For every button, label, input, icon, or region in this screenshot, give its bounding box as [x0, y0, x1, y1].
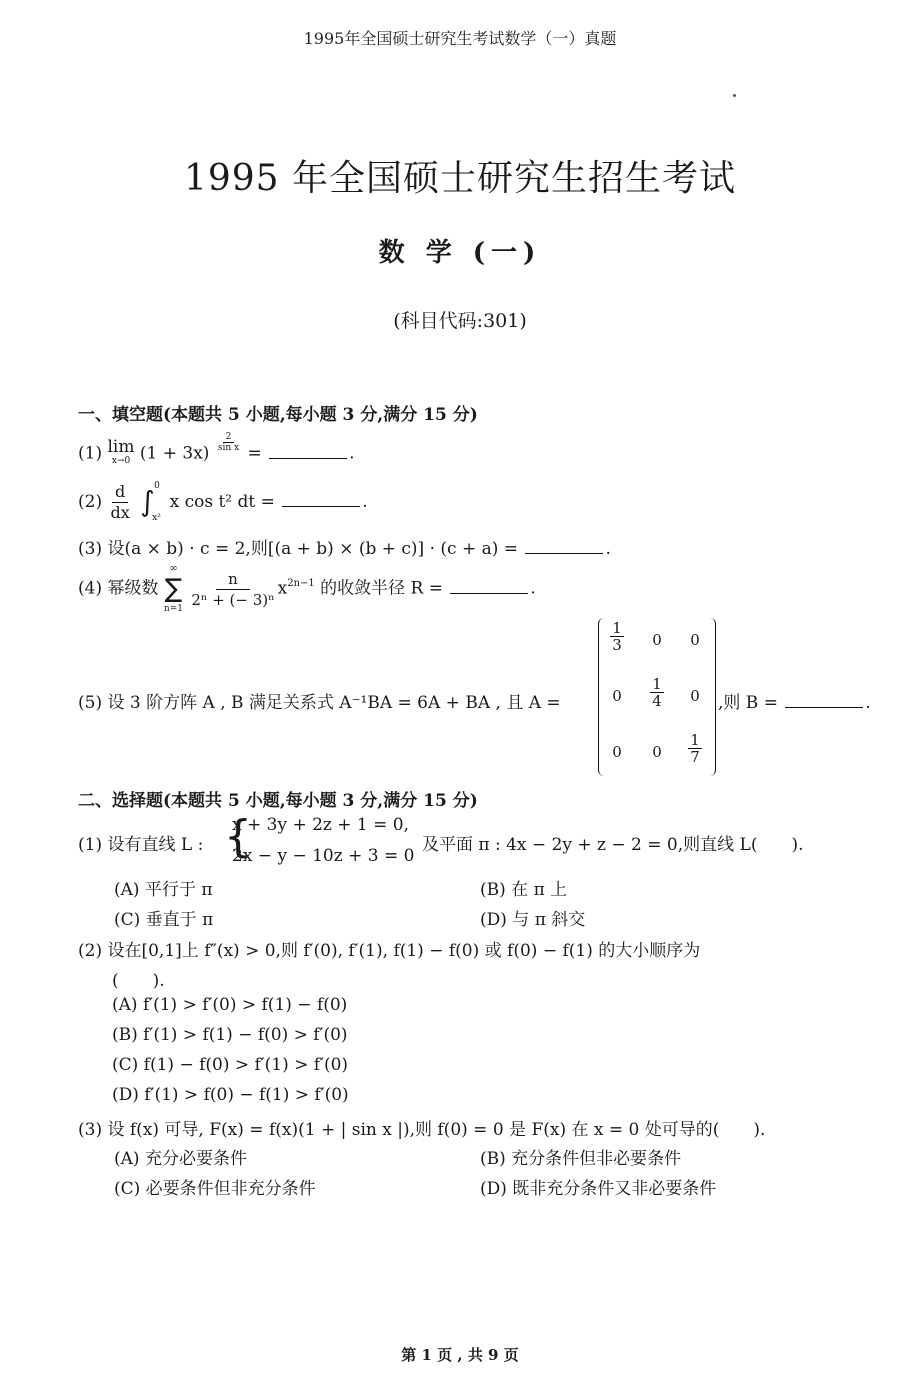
choice-question-1-prefix: (1) 设有直线 L : [78, 835, 204, 855]
matrix-cell-33: 1 7 [690, 731, 700, 766]
answer-blank[interactable] [525, 552, 603, 554]
matrix-cell-32: 0 [652, 743, 662, 761]
choice-question-1-suffix: 及平面 π : 4x − 2y + z − 2 = 0,则直线 L( ). [422, 835, 804, 855]
exponent-denominator: sin x [217, 442, 240, 453]
limit-label: lim [107, 437, 135, 457]
matrix-cell-13: 0 [690, 631, 700, 649]
q2-period: . [362, 492, 368, 512]
answer-blank[interactable] [282, 505, 360, 507]
q4-fraction [191, 569, 274, 610]
option-D[interactable]: (D) f′(1) > f(0) − f(1) > f′(0) [112, 1085, 349, 1105]
q5-suffix: ,则 B = [718, 693, 778, 713]
q4-prefix: 幂级数 [107, 578, 159, 599]
limit-subscript: x→0 [111, 456, 131, 466]
fill-question-5-suffix [718, 688, 871, 713]
fill-question-5-text: (5) 设 3 阶方阵 A , B 满足关系式 A⁻¹BA = 6A + BA , 且 A = [78, 693, 561, 713]
q1-body: (1 + 3x) [139, 443, 210, 464]
page-footer: 第 1 页 , 共 9 页 [401, 1346, 519, 1364]
q5-period: . [865, 693, 871, 713]
integral-sign: ∫ 0 x² [140, 480, 161, 523]
q1-equals: = [247, 443, 262, 464]
option-C[interactable]: (C) 垂直于 π [114, 910, 214, 930]
line-equation-1: x + 3y + 2z + 1 = 0, [232, 815, 410, 835]
section1-heading: 一、填空题(本题共 5 小题,每小题 3 分,满分 15 分) [78, 405, 478, 425]
derivative-numerator: d [112, 482, 128, 503]
section2-heading: 二、选择题(本题共 5 小题,每小题 3 分,满分 15 分) [78, 791, 478, 811]
fill-question-3 [78, 534, 611, 559]
q2-body: x cos t² dt = [169, 492, 275, 512]
matrix-cell-22: 1 4 [652, 675, 662, 710]
choice-question-3: (3) 设 f(x) 可导, F(x) = f(x)(1 + | sin x |),则 f(0) = 0 是 F(x) 在 x = 0 处可导的( ). [78, 1120, 766, 1140]
fill-question-1 [78, 431, 355, 468]
q4-power-exponent: 2n−1 [287, 577, 315, 589]
choice-question-2-line2: ( ). [112, 971, 165, 991]
exponent-numerator: 2 [223, 432, 235, 443]
sum-upper: ∞ [169, 563, 178, 574]
q1-exponent [218, 432, 239, 453]
option-B[interactable]: (B) f′(1) > f(1) − f(0) > f′(0) [112, 1025, 348, 1045]
matrix-cell-21: 0 [612, 687, 622, 705]
answer-blank[interactable] [450, 592, 528, 594]
fraction-numerator: n [216, 569, 250, 590]
line-equation-2: 2x − y − 10z + 3 = 0 [232, 846, 415, 866]
left-brace-icon: { [224, 811, 252, 862]
subject-code: (科目代码:301) [393, 310, 527, 332]
option-B[interactable]: (B) 在 π 上 [480, 880, 568, 900]
summation-sign: ∞ ∑ n=1 [163, 563, 183, 614]
option-A[interactable]: (A) 充分必要条件 [114, 1149, 247, 1169]
q1-number: (1) [78, 443, 103, 464]
exam-title: 1995 年全国硕士研究生招生考试 [183, 158, 737, 199]
q1-period: . [349, 443, 355, 464]
answer-blank[interactable] [269, 457, 347, 459]
option-A[interactable]: (A) f′(1) > f′(0) > f(1) − f(0) [112, 995, 348, 1015]
matrix-cell-23: 0 [690, 687, 700, 705]
exam-subtitle: 数 学 (一) [378, 238, 542, 268]
fill-question-2 [78, 482, 368, 523]
integral-upper: 0 [154, 480, 160, 491]
matrix-cell-11: 1 3 [612, 619, 622, 654]
matrix-cell-12: 0 [652, 631, 662, 649]
q4-power: x [277, 578, 288, 599]
option-D[interactable]: (D) 既非充分条件又非必要条件 [480, 1179, 717, 1199]
option-A[interactable]: (A) 平行于 π [114, 880, 213, 900]
q1-limit [107, 437, 135, 468]
matrix-cell-31: 0 [612, 743, 622, 761]
scan-dot [733, 94, 736, 97]
option-C[interactable]: (C) 必要条件但非充分条件 [114, 1179, 316, 1199]
choice-question-2-line1: (2) 设在[0,1]上 f″(x) > 0,则 f′(0), f′(1), f(1) − f(0) 或 f(0) − f(1) 的大小顺序为 [78, 941, 701, 961]
matrix-A [598, 618, 716, 776]
sum-lower: n=1 [163, 604, 183, 614]
option-C[interactable]: (C) f(1) − f(0) > f′(1) > f′(0) [112, 1055, 349, 1075]
q4-number: (4) [78, 578, 103, 599]
answer-blank[interactable] [785, 706, 863, 708]
fraction-denominator: 2ⁿ + (− 3)ⁿ [191, 590, 275, 609]
integral-lower: x² [152, 512, 161, 523]
derivative-denominator: dx [110, 503, 130, 522]
q2-number: (2) [78, 492, 103, 512]
q3-text: (3) 设(a × b) · c = 2,则[(a + b) × (b + c)] · (c + a) = [78, 539, 519, 559]
fill-question-4 [78, 562, 536, 616]
q2-derivative [111, 482, 130, 523]
q3-period: . [605, 539, 611, 559]
q4-suffix: 的收敛半径 R = [320, 578, 444, 599]
page-header: 1995年全国硕士研究生考试数学（一）真题 [303, 29, 617, 48]
q4-period: . [530, 578, 536, 599]
option-D[interactable]: (D) 与 π 斜交 [480, 910, 586, 930]
option-B[interactable]: (B) 充分条件但非必要条件 [480, 1149, 682, 1169]
